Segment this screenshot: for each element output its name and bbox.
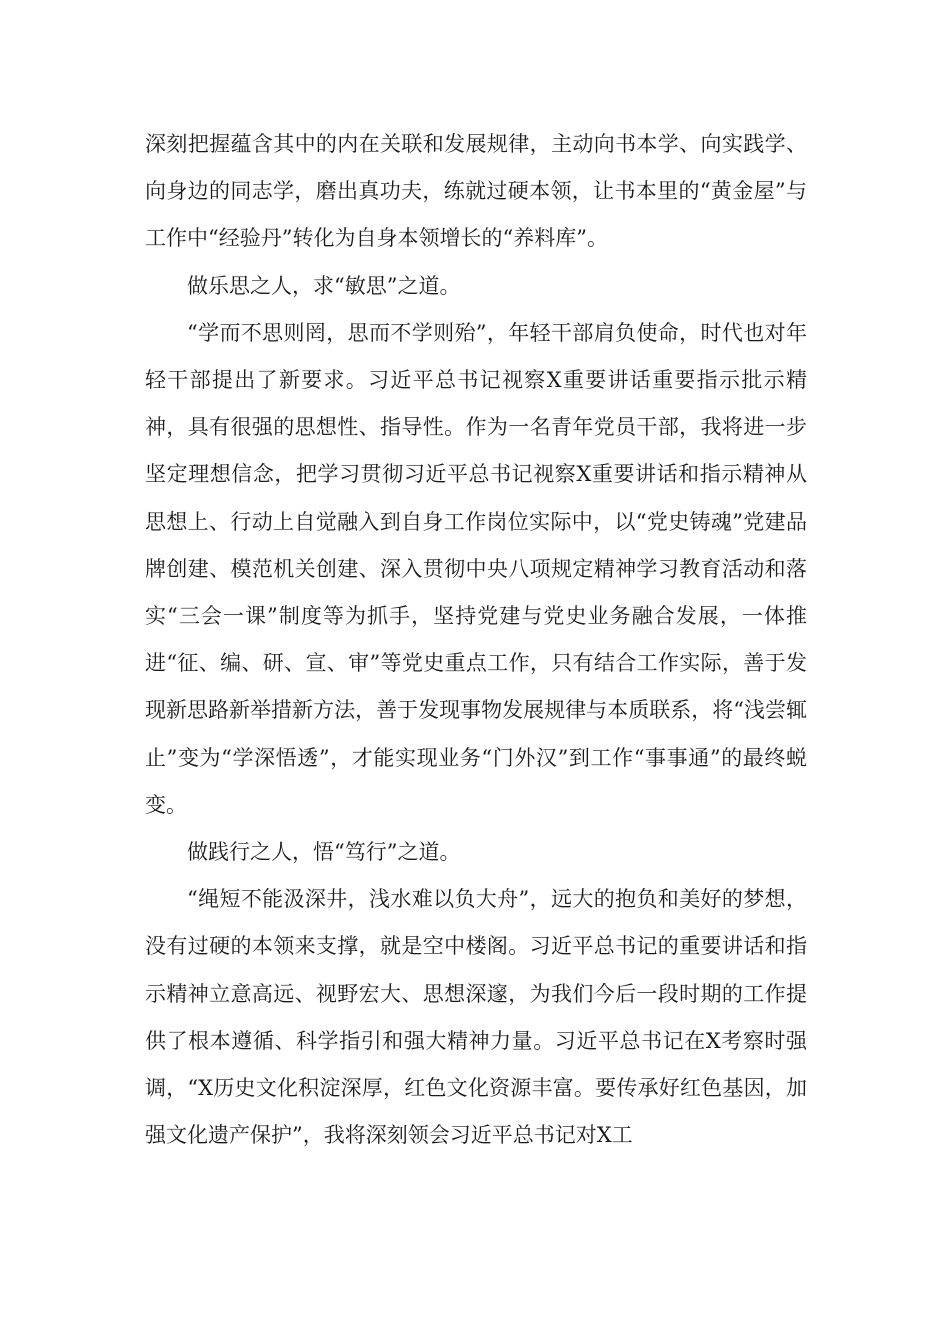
section-heading-jianxing: 做践行之人，悟“笃行”之道。 bbox=[187, 840, 461, 865]
paragraph-duxing: “绳短不能汲深井，浅水难以负大舟”，远大的抱负和美好的梦想，没有过硬的本领来支撑，就是空中楼阁。习近平总书记的重要讲话和指示精神立意高远、视野宏大、思想深邃，为我们今后一段时期的工作提供了根本遵循、科学指引和强大精神力量。习近平总书记在X考察时强调，“X历史文化积淀深厚，红色文化资源丰富。要传承好红色基因，加强文化遗产保护”，我将深刻领会习近平总书记对X工 bbox=[145, 887, 807, 1148]
body-text bbox=[145, 121, 807, 1159]
paragraph-continuation: 深刻把握蕴含其中的内在关联和发展规律，主动向书本学、向实践学、向身边的同志学，磨出真功夫，练就过硬本领，让书本里的“黄金屋”与工作中“经验丹”转化为自身本领增长的“养料库”。 bbox=[145, 132, 807, 251]
paragraph-minsi: “学而不思则罔，思而不学则殆”，年轻干部肩负使命，时代也对年轻干部提出了新要求。习近平总书记视察X重要讲话重要指示批示精神，具有很强的思想性、指导性。作为一名青年党员干部，我将进一步坚定理想信念，把学习贯彻习近平总书记视察X重要讲话和指示精神从思想上、行动上自觉融入到自身工作岗位实际中，以“党史铸魂”党建品牌创建、模范机关创建、深入贯彻中央八项规定精神学习教育活动和落实“三会一课”制度等为抓手，坚持党建与党史业务融合发展，一体推进“征、编、研、宣、审”等党史重点工作，只有结合工作实际，善于发现新思路新举措新方法，善于发现事物发展规律与本质联系，将“浅尝辄止”变为“学深悟透”，才能实现业务“门外汉”到工作“事事通”的最终蜕变。 bbox=[145, 320, 807, 817]
section-heading-lesi: 做乐思之人，求“敏思”之道。 bbox=[187, 273, 461, 298]
